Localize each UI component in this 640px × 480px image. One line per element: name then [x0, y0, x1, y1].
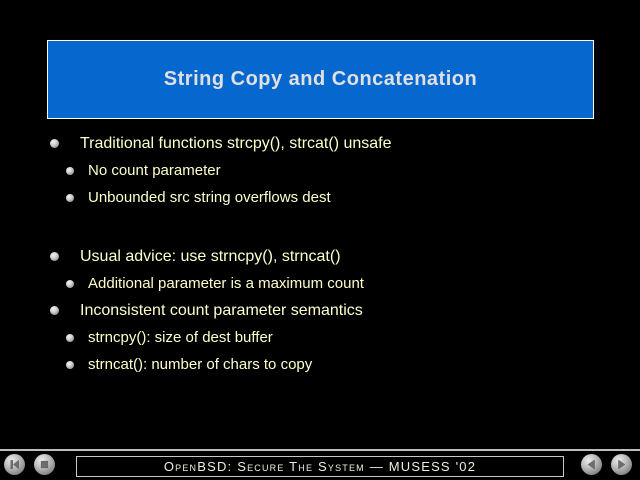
- stop-icon: [37, 457, 52, 472]
- arrow-right-icon: [614, 457, 629, 472]
- bullet-text: Inconsistent count parameter semantics: [80, 301, 363, 319]
- previous-button[interactable]: [581, 454, 602, 475]
- next-button[interactable]: [611, 454, 632, 475]
- list-item: [0, 324, 640, 351]
- nav-buttons-left: [4, 454, 55, 475]
- bullet-ball-icon: [66, 361, 74, 369]
- go-first-button[interactable]: [4, 454, 25, 475]
- statusbar-caption: OpenBSD: Secure The System — MUSESS '02: [163, 459, 477, 474]
- list-item: [0, 351, 640, 378]
- bullet-text: Usual advice: use strncpy(), strncat(): [80, 247, 341, 265]
- list-item: [0, 270, 640, 297]
- bullet-text: Traditional functions strcpy(), strcat() unsafe: [80, 134, 392, 152]
- arrow-left-icon: [584, 457, 599, 472]
- bullet-ball-icon: [66, 167, 74, 175]
- list-item: [0, 130, 640, 157]
- bullet-ball-icon: [66, 194, 74, 202]
- statusbar-caption-box: [76, 456, 564, 477]
- stop-button[interactable]: [34, 454, 55, 475]
- go-first-icon: [7, 457, 22, 472]
- bullet-ball-icon: [66, 334, 74, 342]
- list-item: [0, 184, 640, 211]
- bullet-ball-icon: [50, 139, 59, 148]
- list-item: [0, 157, 640, 184]
- bullet-text: Additional parameter is a maximum count: [88, 275, 364, 292]
- bullet-ball-icon: [50, 306, 59, 315]
- slide-title-bar: [47, 40, 594, 119]
- bullet-ball-icon: [66, 280, 74, 288]
- bullet-text: strncat(): number of chars to copy: [88, 356, 313, 373]
- bullet-text: No count parameter: [88, 162, 221, 179]
- slide-title: String Copy and Concatenation: [163, 68, 478, 90]
- list-item: [0, 243, 640, 270]
- bullet-list: [0, 130, 640, 378]
- bullet-text: strncpy(): size of dest buffer: [88, 329, 273, 346]
- nav-buttons-right: [581, 454, 632, 475]
- bullet-text: Unbounded src string overflows dest: [88, 189, 331, 206]
- list-item: [0, 297, 640, 324]
- bullet-ball-icon: [50, 252, 59, 261]
- statusbar-divider: [0, 449, 640, 451]
